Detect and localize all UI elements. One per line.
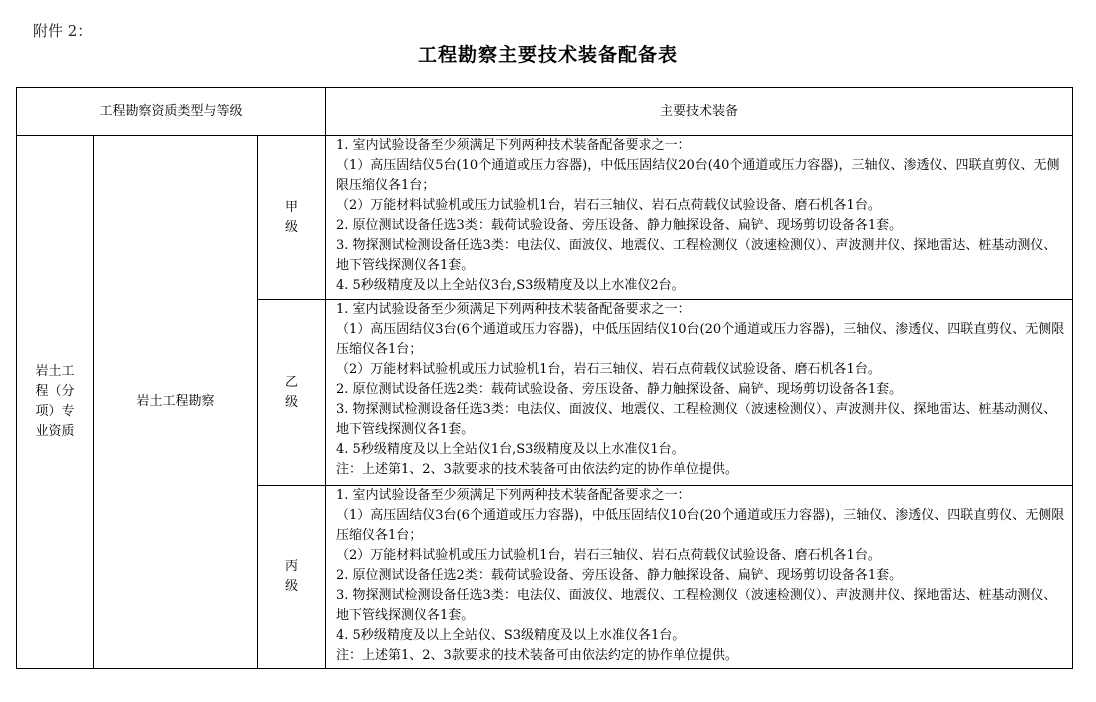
page-title: 工程勘察主要技术装备配备表 [417,44,678,66]
equipment-line: 1. 室内试验设备至少须满足下列两种技术装备配备要求之一： [336,302,691,317]
equipment-line: 3. 物探测试检测设备任选3类：电法仪、面波仪、地震仪、工程检测仪（波速检测仪）、声波测井仪、探地雷达、桩基动测仪、地下管线探测仪各1套。 [336,238,1057,273]
category-cell [17,136,94,669]
equipment-table [16,87,1073,669]
table-row [17,136,1073,300]
equipment-line: （1）高压固结仪3台(6个通道或压力容器)，中低压固结仪10台(20个通道或压力容器)，三轴仪、渗透仪、四联直剪仪、无侧限压缩仪各1台； [336,508,1065,543]
equipment-line: （2）万能材料试验机或压力试验机1台，岩石三轴仪、岩石点荷载仪试验设备、磨石机各1台。 [336,362,881,377]
equipment-line: 2. 原位测试设备任选2类：载荷试验设备、旁压设备、静力触探设备、扁铲、现场剪切设备各1套。 [336,382,903,397]
equipment-line: （1）高压固结仪5台(10个通道或压力容器)，中低压固结仪20台(40个通道或压力容器)，三轴仪、渗透仪、四联直剪仪、无侧限压缩仪各1台； [336,158,1060,193]
equipment-line: （1）高压固结仪3台(6个通道或压力容器)，中低压固结仪10台(20个通道或压力容器)，三轴仪、渗透仪、四联直剪仪、无侧限压缩仪各1台； [336,322,1065,357]
equipment-line: 4. 5秒级精度及以上全站仪3台,S3级精度及以上水准仪2台。 [336,278,685,293]
equipment-line: 4. 5秒级精度及以上全站仪1台,S3级精度及以上水准仪1台。 [336,442,685,457]
equipment-line: 4. 5秒级精度及以上全站仪、S3级精度及以上水准仪各1台。 [336,628,686,643]
grade-cell [258,136,326,300]
equipment-line: 3. 物探测试检测设备任选3类：电法仪、面波仪、地震仪、工程检测仪（波速检测仪）、声波测井仪、探地雷达、桩基动测仪、地下管线探测仪各1套。 [336,402,1057,437]
grade-cell [258,300,326,486]
attachment-label: 附件 2： [33,22,93,40]
category-label: 岩土工程（分项）专业资质 [35,364,75,439]
equipment-line: 1. 室内试验设备至少须满足下列两种技术装备配备要求之一： [336,488,691,503]
grade-label: 乙级 [284,374,298,410]
equipment-line: 3. 物探测试检测设备任选3类：电法仪、面波仪、地震仪、工程检测仪（波速检测仪）、声波测井仪、探地雷达、桩基动测仪、地下管线探测仪各1套。 [336,588,1057,623]
equipment-line: 2. 原位测试设备任选3类：载荷试验设备、旁压设备、静力触探设备、扁铲、现场剪切设备各1套。 [336,218,903,233]
equipment-line: （2）万能材料试验机或压力试验机1台，岩石三轴仪、岩石点荷载仪试验设备、磨石机各1台。 [336,198,881,213]
grade-cell [258,486,326,669]
equipment-line: （2）万能材料试验机或压力试验机1台，岩石三轴仪、岩石点荷载仪试验设备、磨石机各1台。 [336,548,881,563]
equipment-content [326,136,1073,300]
equipment-line: 2. 原位测试设备任选2类：载荷试验设备、旁压设备、静力触探设备、扁铲、现场剪切设备各1套。 [336,568,903,583]
sub-type-cell: 岩土工程勘察 [94,136,258,669]
equipment-note: 注：上述第1、2、3款要求的技术装备可由依法约定的协作单位提供。 [336,648,738,663]
grade-label: 丙级 [284,559,298,594]
equipment-line: 1. 室内试验设备至少须满足下列两种技术装备配备要求之一： [336,138,691,153]
equipment-content [326,300,1073,486]
table-header-row [17,88,1073,136]
equipment-note: 注：上述第1、2、3款要求的技术装备可由依法约定的协作单位提供。 [336,462,738,477]
header-qualification-type: 工程勘察资质类型与等级 [17,88,326,136]
equipment-content [326,486,1073,669]
grade-label: 甲级 [284,199,298,235]
header-main-equipment: 主要技术装备 [326,88,1073,136]
